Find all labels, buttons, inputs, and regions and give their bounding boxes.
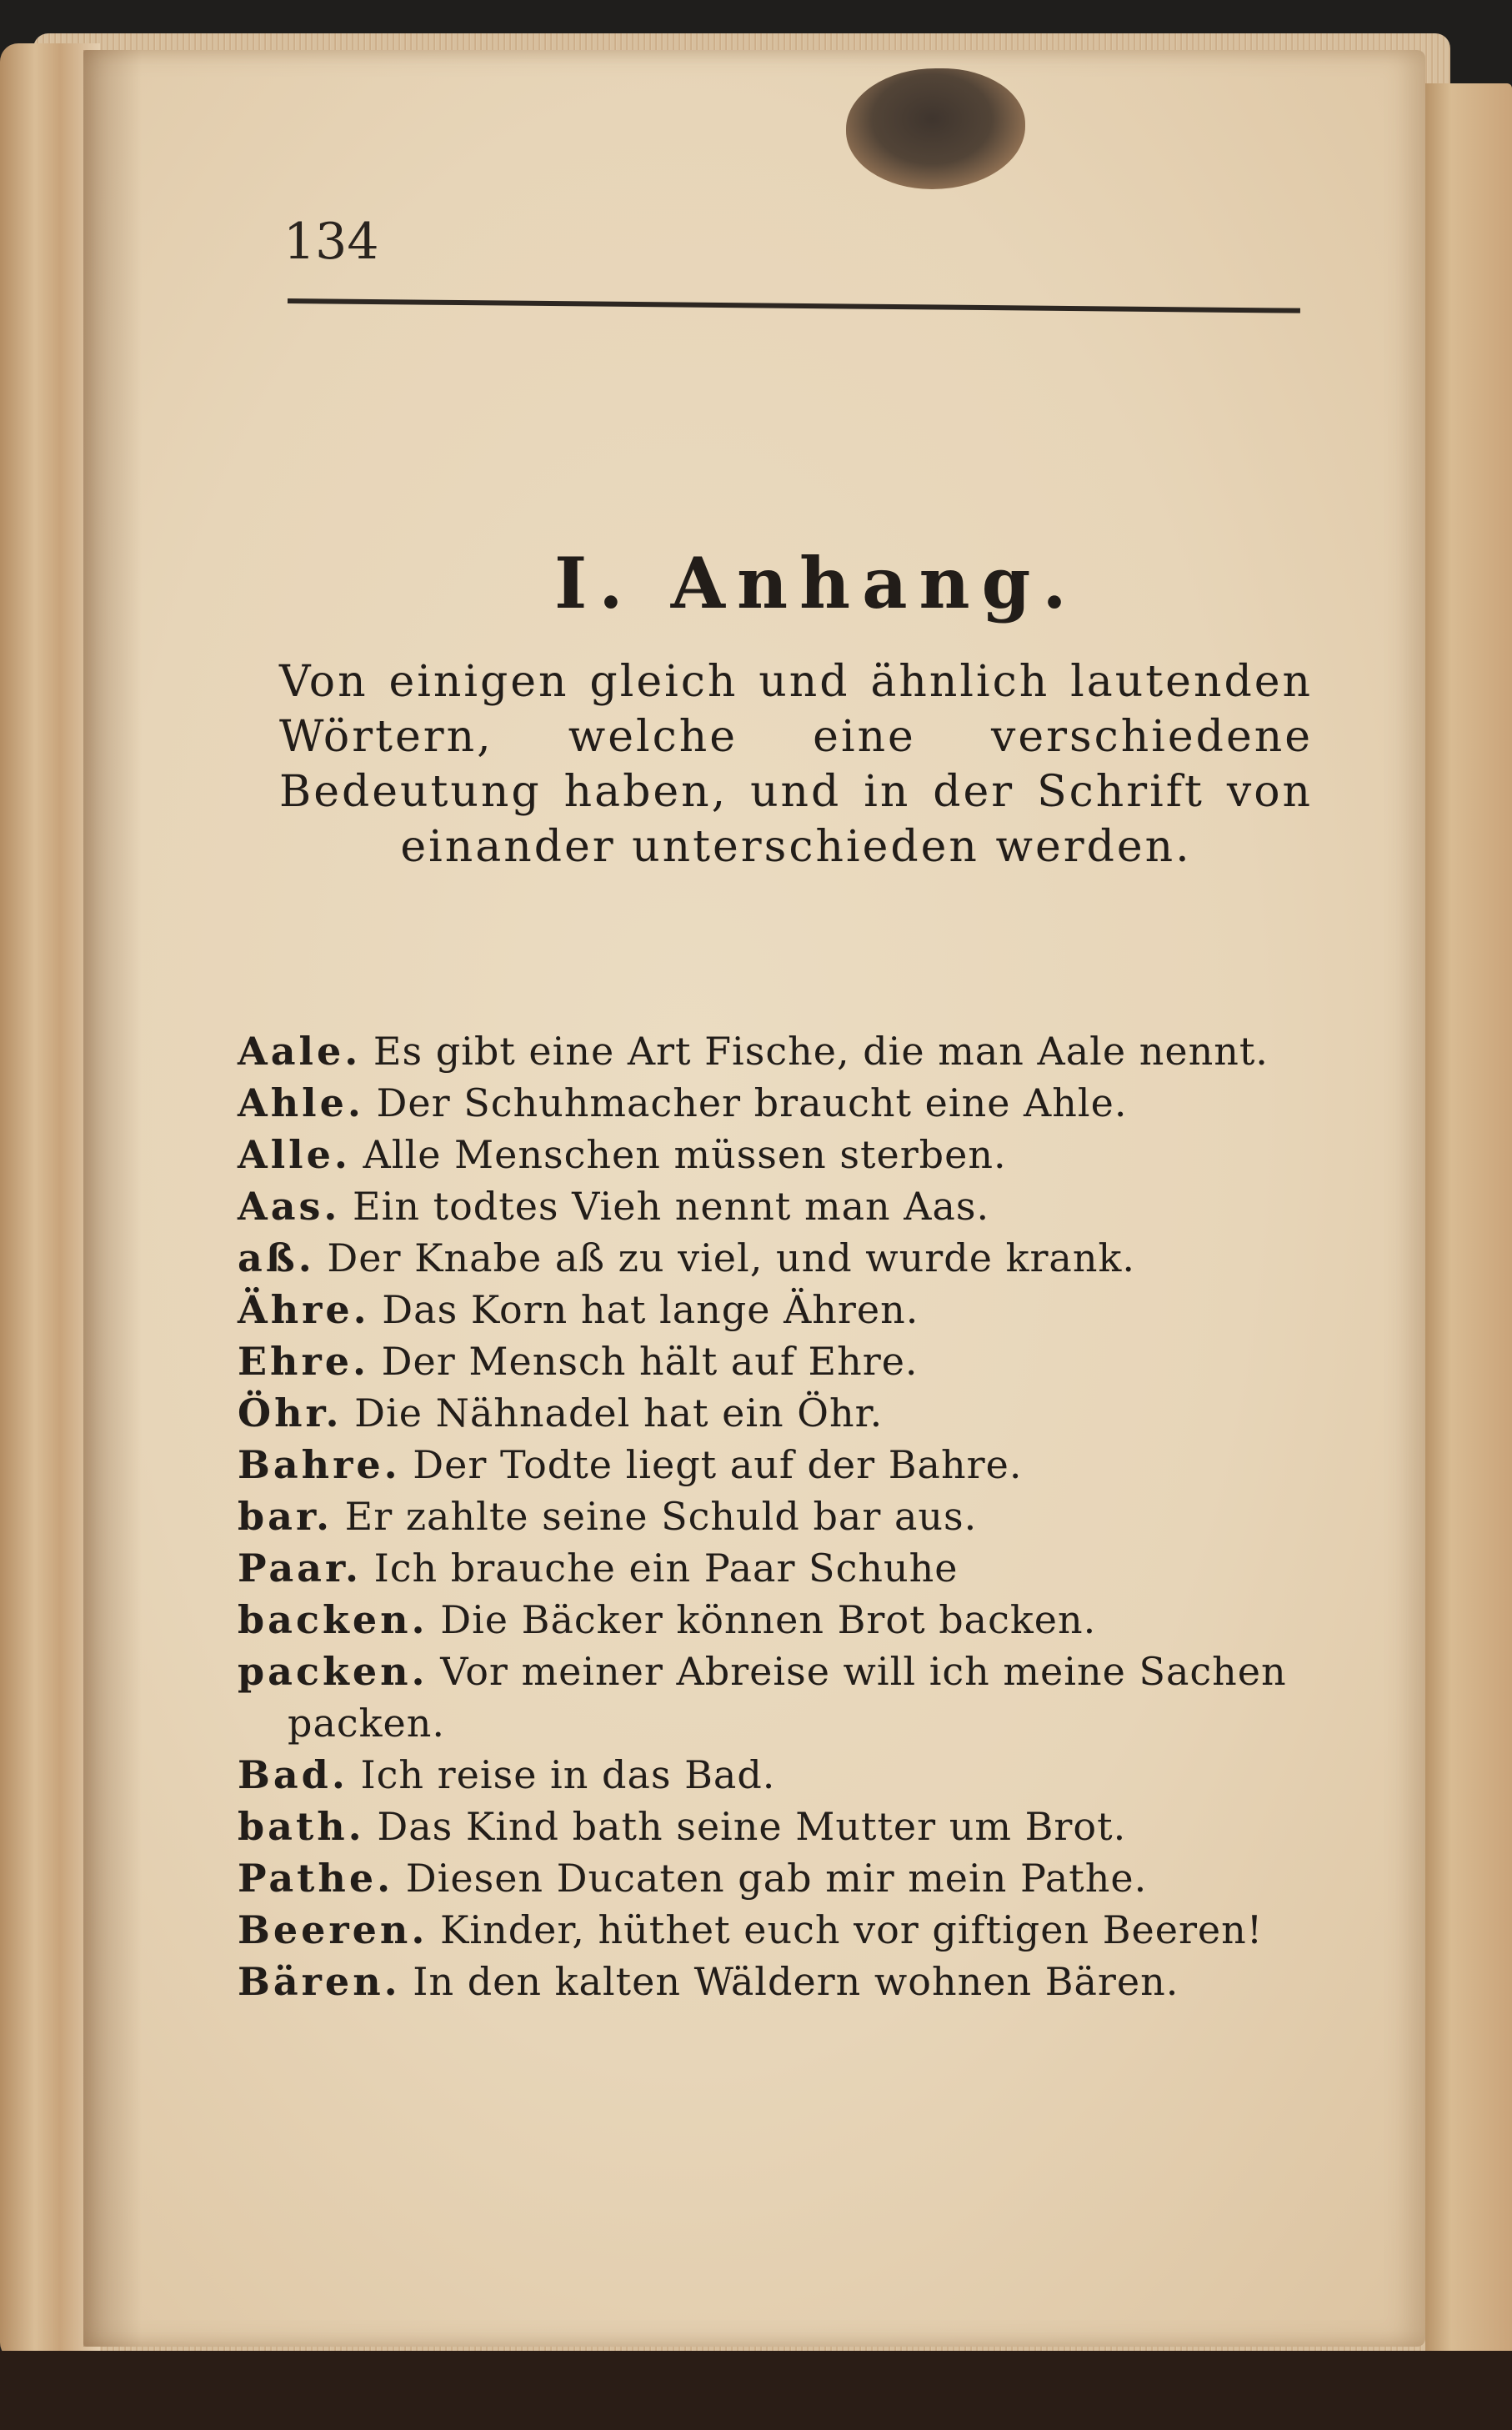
entry-sentence: Die Nähnadel hat ein Öhr. — [354, 1390, 884, 1435]
list-item — [238, 1594, 1338, 1646]
list-item — [238, 1801, 1338, 1852]
entry-sentence: Es gibt eine Art Fische, die man Aale nennt. — [373, 1029, 1269, 1074]
entry-sentence: Vor meiner Abreise will ich meine Sachen packen. — [288, 1649, 1287, 1746]
entry-word: Bad. — [238, 1752, 348, 1797]
entry-sentence: Kinder, hüthet euch vor giftigen Beeren! — [440, 1907, 1264, 1952]
entry-word: bar. — [238, 1494, 333, 1539]
entry-word: Bären. — [238, 1959, 401, 2004]
page-title: I. Anhang. — [554, 542, 1079, 624]
entry-sentence: Das Kind bath seine Mutter um Brot. — [377, 1804, 1127, 1849]
entry-word: backen. — [238, 1597, 428, 1642]
entry-word: aß. — [238, 1235, 315, 1280]
entry-word: bath. — [238, 1804, 365, 1849]
list-item — [238, 1387, 1338, 1439]
entry-sentence: Der Schuhmacher braucht eine Ahle. — [376, 1080, 1128, 1125]
entry-sentence: Der Knabe aß zu viel, und wurde krank. — [327, 1235, 1135, 1280]
page-number: 134 — [283, 213, 379, 271]
entry-sentence: In den kalten Wäldern wohnen Bären. — [413, 1959, 1179, 2004]
next-page-edge — [1425, 83, 1512, 2384]
list-item — [238, 1129, 1338, 1180]
list-item — [238, 1180, 1338, 1232]
list-item — [238, 1335, 1338, 1387]
page-subtitle: Von einigen gleich und ähnlich lautenden Wörtern, welche eine verschiedene Bedeutung haben, und in der Schrift von einander unterschieden werden. — [279, 657, 1313, 872]
list-item — [238, 1077, 1338, 1129]
entry-word: Öhr. — [238, 1390, 343, 1435]
entry-sentence: Die Bäcker können Brot backen. — [440, 1597, 1097, 1642]
entry-sentence: Das Korn hat lange Ähren. — [382, 1287, 919, 1332]
list-item — [238, 1542, 1338, 1594]
list-item — [238, 1749, 1338, 1801]
entry-word: Ähre. — [238, 1287, 370, 1332]
entry-sentence: Alle Menschen müssen sterben. — [363, 1132, 1007, 1177]
list-item — [238, 1956, 1338, 2007]
entry-sentence: Der Todte liegt auf der Bahre. — [413, 1442, 1023, 1487]
entry-word: Beeren. — [238, 1907, 428, 1952]
entry-word: Paar. — [238, 1546, 362, 1591]
entry-sentence: Ich brauche ein Paar Schuhe — [373, 1546, 959, 1591]
list-item — [238, 1646, 1338, 1749]
entry-sentence: Ich reise in das Bad. — [360, 1752, 776, 1797]
list-item — [238, 1904, 1338, 1956]
list-item — [238, 1852, 1338, 1904]
list-item — [238, 1232, 1338, 1284]
list-item — [238, 1491, 1338, 1542]
entry-sentence: Diesen Ducaten gab mir mein Pathe. — [405, 1856, 1148, 1901]
entry-word: Bahre. — [238, 1442, 401, 1487]
entry-word: Aale. — [238, 1029, 362, 1074]
list-item — [238, 1025, 1338, 1077]
entry-sentence: Ein todtes Vieh nennt man Aas. — [353, 1184, 990, 1229]
entry-word: Ahle. — [238, 1080, 364, 1125]
list-item — [238, 1439, 1338, 1491]
entry-word: Pathe. — [238, 1856, 394, 1901]
entry-word: Ehre. — [238, 1339, 370, 1384]
gutter-shadow — [83, 50, 142, 2347]
entry-word: packen. — [238, 1649, 428, 1694]
entry-sentence: Er zahlte seine Schuld bar aus. — [344, 1494, 978, 1539]
entry-sentence: Der Mensch hält auf Ehre. — [381, 1339, 919, 1384]
list-item — [238, 1284, 1338, 1335]
book-bottom-edge — [0, 2351, 1512, 2430]
entry-word: Aas. — [238, 1184, 341, 1229]
word-list — [238, 1025, 1338, 2007]
entry-word: Alle. — [238, 1132, 351, 1177]
